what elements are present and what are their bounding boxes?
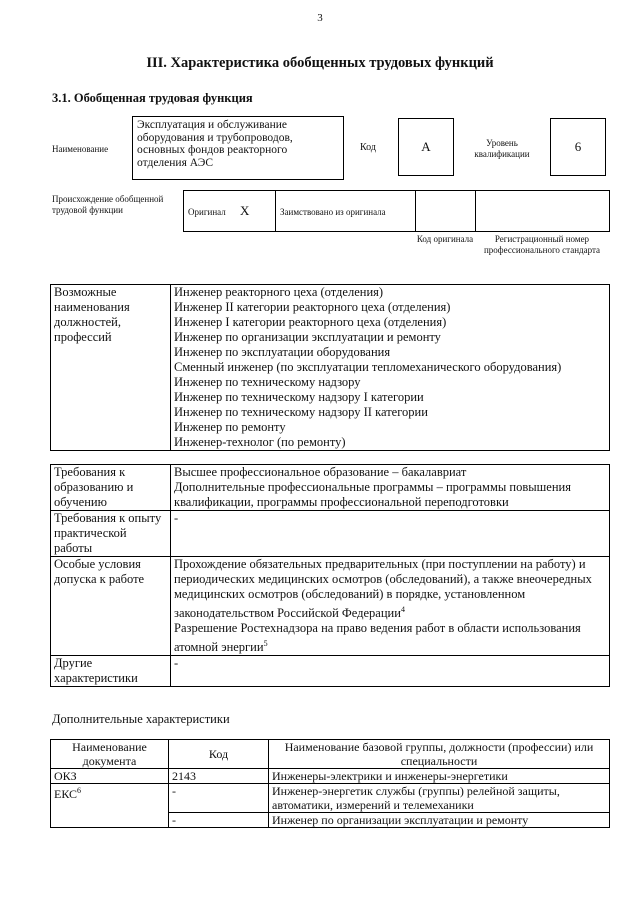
positions-label: Возможные наименования должностей, профессий [51,285,171,451]
footnote-ref: 4 [400,605,405,614]
eks-name-cell [51,784,169,828]
position-item: Сменный инженер (по эксплуатации тепломеханического оборудования) [174,360,562,374]
position-item: Инженер-технолог (по ремонту) [174,435,346,449]
position-item: Инженер по эксплуатации оборудования [174,345,391,359]
origin-label: Происхождение обобщенной трудовой функции [52,194,164,215]
requirements-table [50,464,610,687]
positions-table [50,284,610,451]
experience-value: - [171,511,610,557]
additional-table [50,739,610,828]
level-label: Уровень квалификации [474,138,530,159]
position-item: Инженер II категории реакторного цеха (отделения) [174,300,451,314]
additional-title: Дополнительные характеристики [52,712,230,726]
original-mark: X [240,203,250,218]
special-conditions-value [171,557,610,656]
okz-code: 2143 [169,769,269,784]
eks-code: - [169,784,269,813]
eks-name: ЕКС [54,787,78,801]
borrowed-label: Заимствовано из оригинала [280,207,386,217]
eks-desc: Инженер-энергетик службы (группы) релейной защиты, автоматики, измерений и телемеханики [269,784,610,813]
eks-desc: Инженер по организации эксплуатации и ремонту [269,813,610,828]
position-item: Инженер по техническому надзору [174,375,361,389]
header-code: Код [169,740,269,769]
header-description: Наименование базовой группы, должности (профессии) или специальности [269,740,610,769]
position-item: Инженер по техническому надзору I категории [174,390,424,404]
registration-label: Регистрационный номер профессионального стандарта [483,234,601,255]
origin-row [183,190,610,232]
position-item: Инженер по ремонту [174,420,286,434]
education-label: Требования к образованию и обучению [51,465,171,511]
eks-code: - [169,813,269,828]
subsection-title: 3.1. Обобщенная трудовая функция [52,91,253,105]
positions-list [171,285,610,451]
footnote-ref: 6 [77,786,82,795]
page-number: 3 [317,12,323,24]
education-line: Дополнительные профессиональные программы – программы повышения квалификации, программы профессиональной переподготовки [174,480,571,509]
original-code-label: Код оригинала [416,234,474,244]
original-label: Оригинал [188,207,226,217]
function-name: Эксплуатация и обслуживание оборудования и трубопроводов, основных фондов реакторного отделения АЭС [132,116,344,180]
position-item: Инженер реакторного цеха (отделения) [174,285,384,299]
position-item: Инженер по организации эксплуатации и ремонту [174,330,441,344]
education-line: Высшее профессиональное образование – бакалавриат [174,465,467,479]
position-item: Инженер I категории реакторного цеха (отделения) [174,315,447,329]
special-line: Разрешение Ростехнадзора на право ведения работ в области использования атомной энергии [174,621,581,655]
footnote-ref: 5 [263,639,268,649]
education-value [171,465,610,511]
special-conditions-label: Особые условия допуска к работе [51,557,171,656]
other-value: - [171,656,610,687]
header-document: Наименование документа [51,740,169,769]
section-title: III. Характеристика обобщенных трудовых функций [146,55,494,71]
okz-name: ОКЗ [51,769,169,784]
special-line: Прохождение обязательных предварительных (при поступлении на работу) и периодических медицинских осмотров (обследований), а также внеочередных медицинских осмотров (обследований) в порядке, установленном законодательством Российской Федерации [174,557,592,621]
level-value: 6 [550,118,606,176]
position-item: Инженер по техническому надзору II категории [174,405,428,419]
experience-label: Требования к опыту практической работы [51,511,171,557]
code-label: Код [360,142,376,153]
other-label: Другие характеристики [51,656,171,687]
name-label: Наименование [52,144,109,154]
okz-desc: Инженеры-электрики и инженеры-энергетики [269,769,610,784]
code-value: А [398,118,454,176]
